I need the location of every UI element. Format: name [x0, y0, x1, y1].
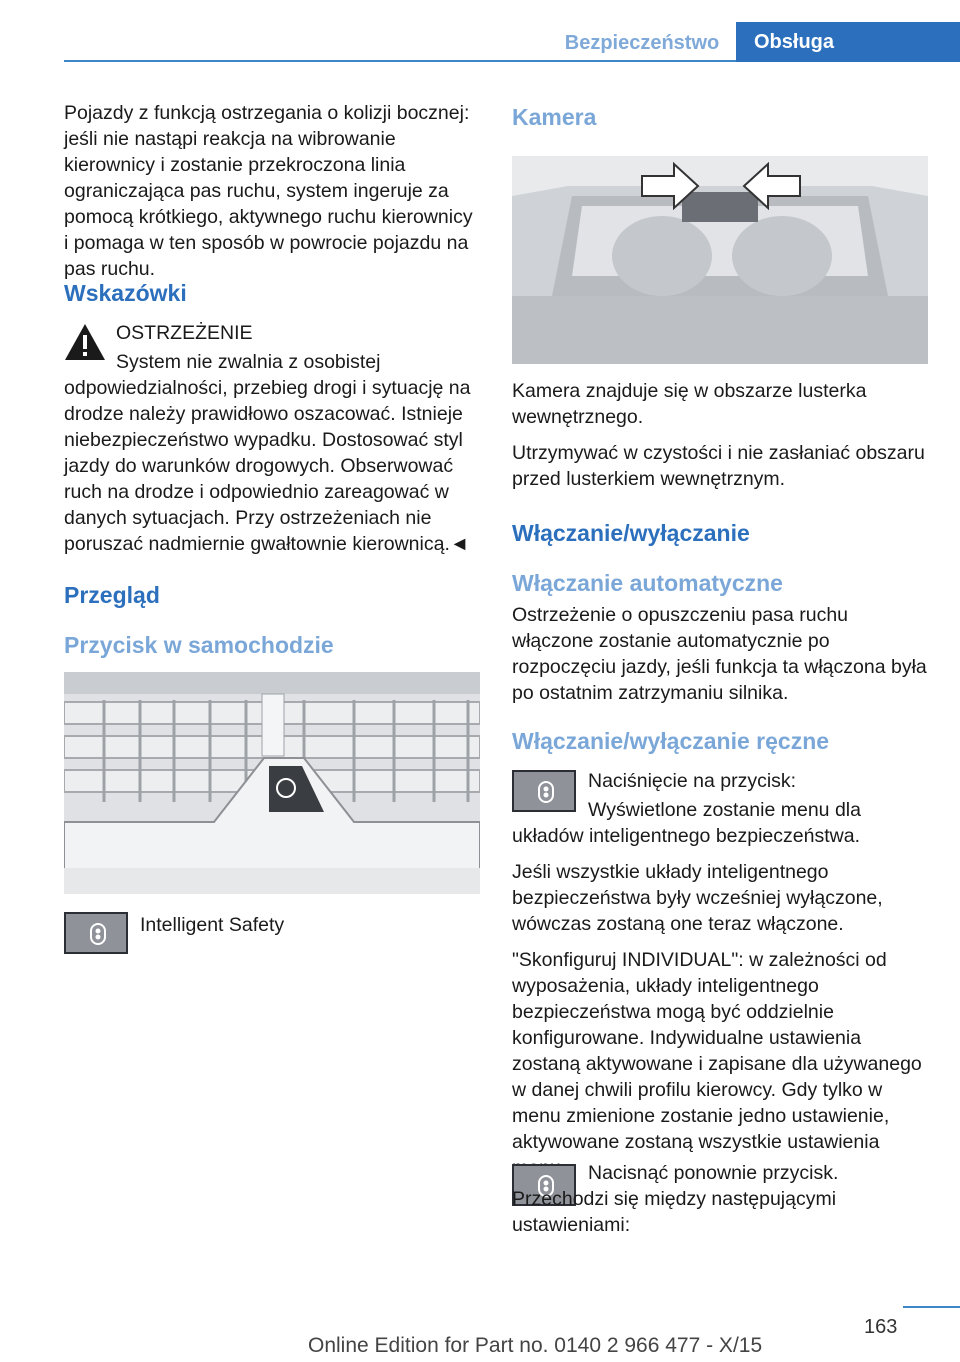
dashboard-button-photo: [64, 672, 480, 894]
page-number: 163: [864, 1316, 898, 1338]
configure-text: "Skonfiguruj INDIVIDUAL": w zależności od wyposażenia, układy inteligentnego bezpieczeństwa mogą być oddzielnie konfigurowane. Indywidualne ustawienia zostaną aktywowane i zapisane dla używanego w danej chwili profilu kierowcy. Gdy tylko w menu zmienione zostanie jedno ustawienie, aktywowane zostaną wszystkie ustawienia: [512, 949, 922, 1153]
warning-title: OSTRZEŻENIE: [116, 322, 253, 344]
camera-clean-text: Utrzymywać w czystości i nie zasłaniać obszaru przed lusterkiem wewnętrznym.: [512, 442, 925, 490]
onoff-heading: Włączanie/wyłączanie: [512, 520, 750, 546]
camera-location-text: Kamera znajduje się w obszarze lusterka wewnętrznego.: [512, 380, 867, 428]
intro-paragraph: Pojazdy z funkcją ostrzegania o kolizji bocznej: jeśli nie nastąpi reakcja na wibrowanie kierownicy i zostanie przekroczona linia ograniczająca pas ruchu, system ingeruje za pomocą krótkiego, aktywnego ruchu kierownicy i pomaga w ten sposób w powrocie pojazdu na pas ruchu.: [64, 102, 473, 280]
if-off-text: Jeśli wszystkie układy inteligentnego bezpieczeństwa były wcześniej wyłączone, wówczas zostaną one teraz włączone.: [512, 861, 883, 935]
button-caption: Intelligent Safety: [140, 914, 285, 936]
press-again-text: Nacisnąć ponownie przycisk. Przechodzi się między następującymi ustawieniami:: [512, 1162, 839, 1236]
auto-heading: Włączanie automatyczne: [512, 570, 783, 596]
edition-footer: Online Edition for Part no. 0140 2 966 477 - X/15: [308, 1334, 763, 1357]
press-text: Naciśnięcie na przycisk:: [588, 770, 797, 792]
menu-shown-text: Wyświetlone zostanie menu dla układów inteligentnego bezpieczeństwa.: [512, 799, 861, 847]
warning-text: System nie zwalnia z osobistej odpowiedzialności, przebieg drogi i sytuację na drodze należy prawidłowo oszacować. Istnieje niebezpieczeństwo wypadku. Dostosować styl jazdy do warunków drogowych. Obserwować ruch na drodze i odpowiednio zareagować w danych sytuacjach. Przy ostrzeżeniach nie poruszać nadmiernie gwałtownie kierownicą.◄: [64, 351, 471, 555]
header-section: Bezpieczeństwo: [564, 32, 720, 54]
camera-heading: Kamera: [512, 104, 597, 130]
camera-location-photo: [512, 156, 928, 364]
button-heading: Przycisk w samochodzie: [64, 632, 334, 658]
header-chapter: Obsługa: [736, 22, 960, 62]
auto-text: Ostrzeżenie o opuszczeniu pasa ruchu włączone zostanie automatycznie po rozpoczęciu jazdy, jeśli funkcja ta włączona była po ostatnim zatrzymaniu silnika.: [512, 604, 927, 704]
hints-heading: Wskazówki: [64, 280, 187, 306]
intelligent-safety-button-icon: [64, 912, 128, 954]
overview-heading: Przegląd: [64, 582, 160, 608]
footer-rule: [903, 1306, 960, 1308]
manual-heading: Włączanie/wyłączanie ręczne: [512, 728, 830, 754]
